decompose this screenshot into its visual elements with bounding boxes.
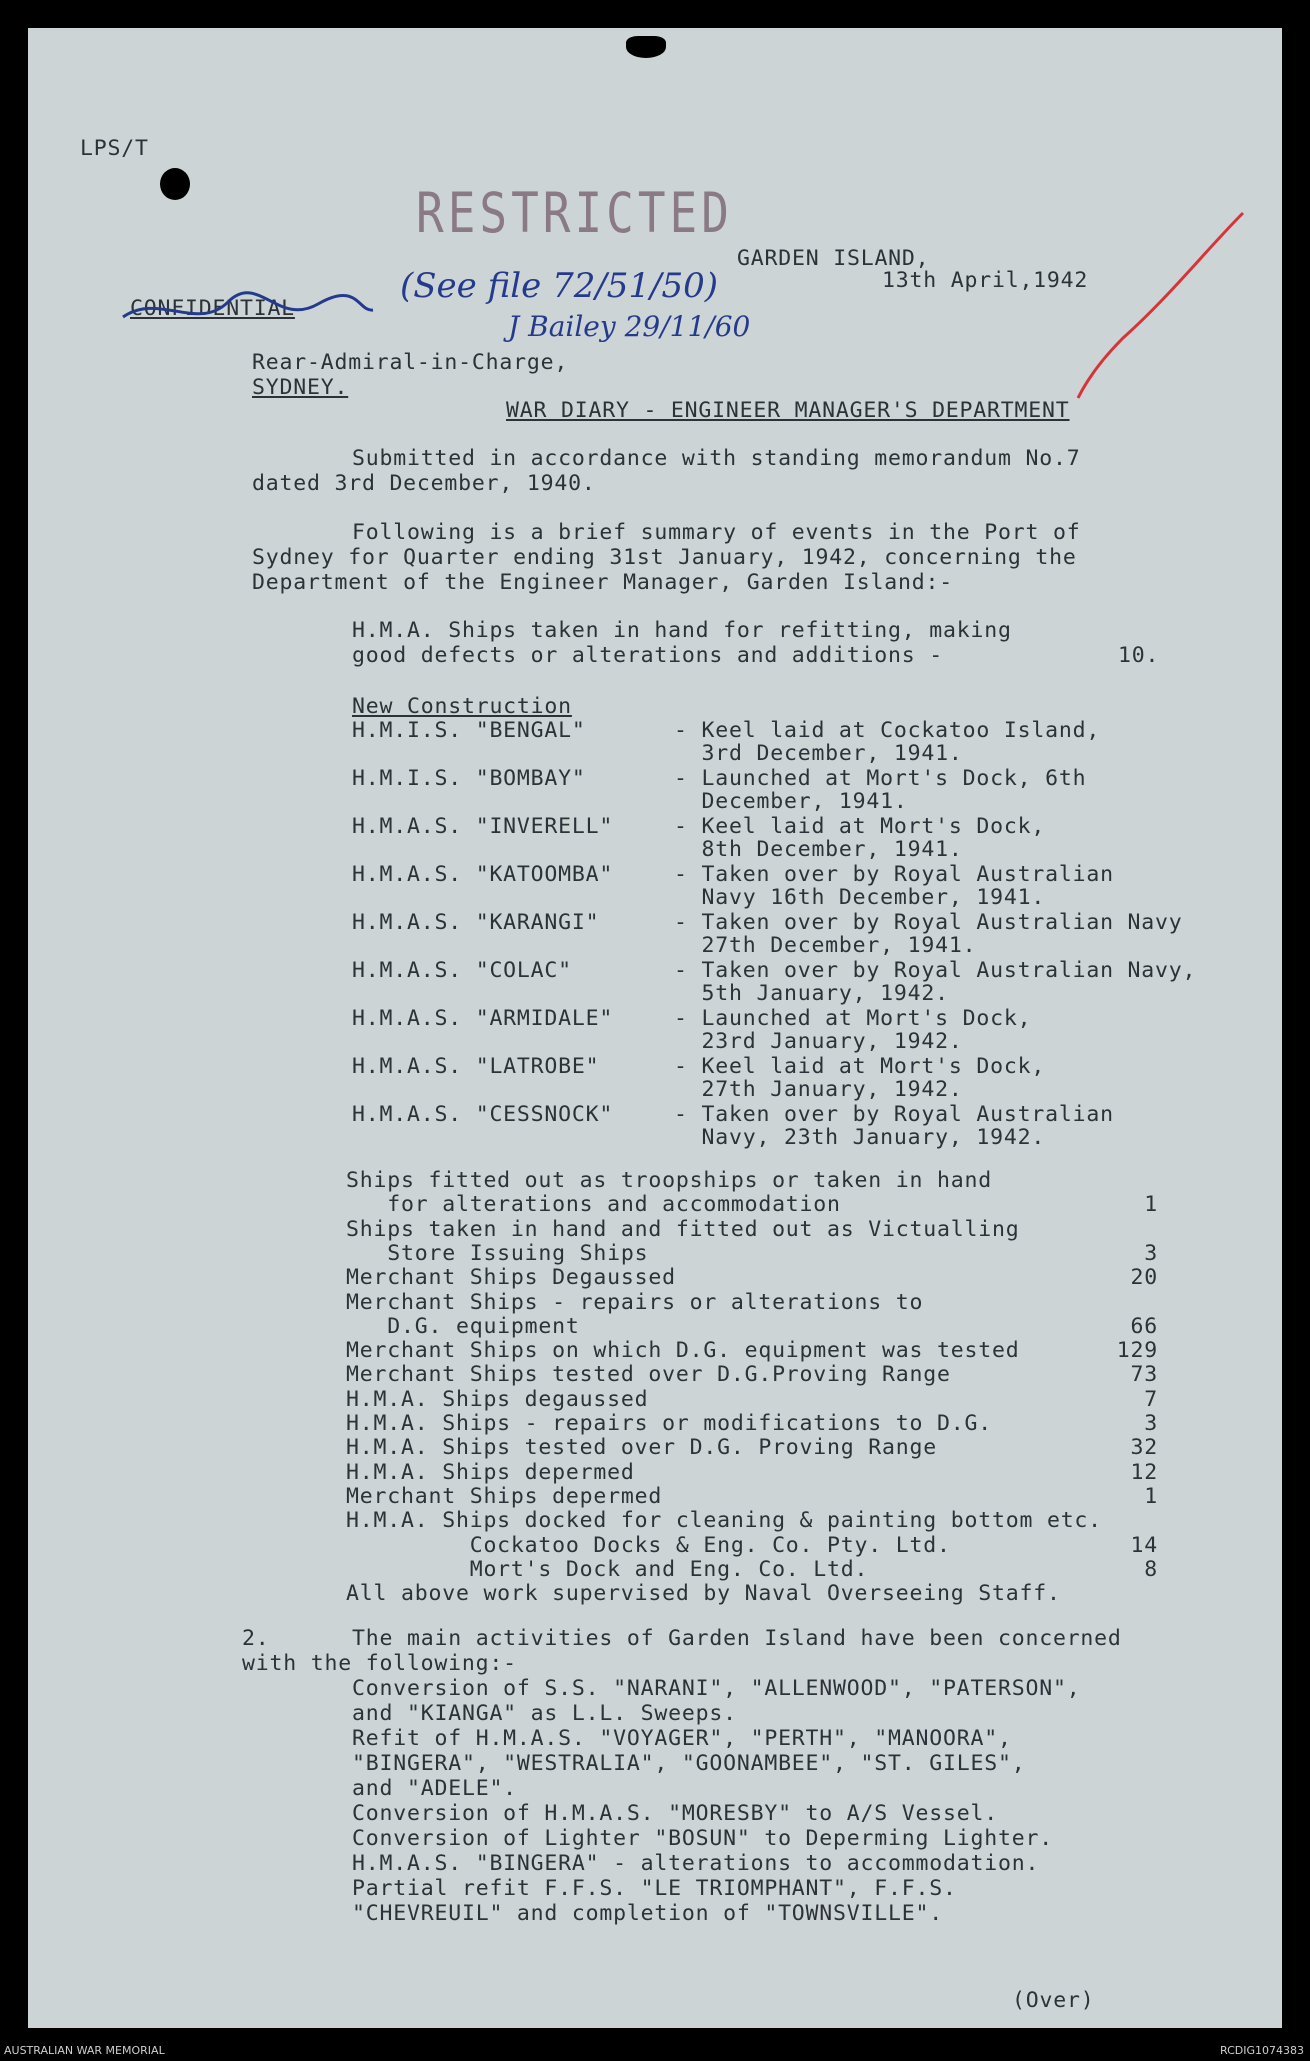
ship-event: - Keel laid at Mort's Dock, (674, 814, 1046, 839)
stat-label: All above work supervised by Naval Overseeing Staff. (346, 1581, 1061, 1607)
ship-event: - Taken over by Royal Australian Navy, (674, 958, 1197, 983)
stat-value: 14 (1130, 1532, 1158, 1558)
ship-name: H.M.I.S. "BOMBAY" (352, 766, 586, 791)
stat-label: H.M.A. Ships degaussed (346, 1386, 649, 1412)
stat-label: H.M.A. Ships depermed (346, 1459, 635, 1485)
activity-line: Conversion of Lighter "BOSUN" to Deperming Lighter. (352, 1826, 1053, 1851)
activity-line: Partial refit F.F.S. "LE TRIOMPHANT", F.F.S. (352, 1876, 957, 1901)
activity-line: "CHEVREUIL" and completion of "TOWNSVILLE". (352, 1901, 943, 1926)
section2-intro-2: with the following:- (242, 1651, 517, 1676)
ship-event-date: 23rd January, 1942. (674, 1029, 963, 1054)
ink-blot (626, 36, 666, 58)
stat-value: 12 (1130, 1459, 1158, 1485)
ship-name: H.M.A.S. "KARANGI" (352, 910, 600, 935)
stat-value: 20 (1130, 1265, 1158, 1291)
stat-label: D.G. equipment (346, 1313, 580, 1339)
stat-value: 32 (1130, 1435, 1158, 1461)
footer-left: AUSTRALIAN WAR MEMORIAL (4, 2044, 165, 2057)
document-page (28, 28, 1282, 2028)
stat-label: Ships taken in hand and fitted out as Victualling (346, 1216, 1020, 1242)
ship-name: H.M.A.S. "COLAC" (352, 958, 572, 983)
stat-value: 1 (1144, 1483, 1158, 1509)
ship-event: - Launched at Mort's Dock, 6th (674, 766, 1087, 791)
stat-label: Cockatoo Docks & Eng. Co. Pty. Ltd. (346, 1532, 951, 1558)
ship-event-date: 8th December, 1941. (674, 837, 963, 862)
ship-event-date: 27th December, 1941. (674, 933, 977, 958)
punch-hole (160, 168, 190, 200)
ship-event-date: 3rd December, 1941. (674, 741, 963, 766)
ship-name: H.M.A.S. "KATOOMBA" (352, 862, 614, 887)
reference-code: LPS/T (80, 136, 149, 161)
handwritten-signature: J Bailey 29/11/60 (508, 310, 751, 343)
stat-label: H.M.A. Ships - repairs or modifications to D.G. (346, 1411, 992, 1436)
stat-label: Merchant Ships tested over D.G.Proving Range (346, 1362, 951, 1388)
stat-label: Merchant Ships depermed (346, 1483, 663, 1509)
addressee-line-1: Rear-Admiral-in-Charge, (252, 350, 569, 375)
stat-label: for alterations and accommodation (346, 1192, 841, 1218)
refit-line-1: H.M.A. Ships taken in hand for refitting, making (352, 618, 1012, 643)
stat-label: H.M.A. Ships docked for cleaning & painting bottom etc. (346, 1508, 1102, 1534)
stat-label: H.M.A. Ships tested over D.G. Proving Range (346, 1435, 937, 1461)
stat-label: Merchant Ships on which D.G. equipment was tested (346, 1338, 1020, 1364)
section2-number: 2. (242, 1626, 270, 1651)
document-title: WAR DIARY - ENGINEER MANAGER'S DEPARTMENT (506, 398, 1070, 423)
confidential-mark: CONFIDENTIAL (130, 296, 295, 321)
ship-event: - Taken over by Royal Australian Navy (674, 910, 1183, 935)
ship-event: - Keel laid at Cockatoo Island, (674, 718, 1101, 743)
para1-line-1: Submitted in accordance with standing memorandum No.7 (352, 446, 1081, 471)
stat-value: 7 (1144, 1386, 1158, 1412)
para2-line-3: Department of the Engineer Manager, Garden Island:- (252, 570, 953, 595)
section2-intro-1: The main activities of Garden Island have been concerned (352, 1626, 1122, 1651)
ship-event-date: Navy, 23th January, 1942. (674, 1125, 1046, 1150)
ship-event: - Taken over by Royal Australian (674, 1102, 1114, 1127)
activity-line: Conversion of H.M.A.S. "MORESBY" to A/S Vessel. (352, 1801, 998, 1826)
para1-line-2: dated 3rd December, 1940. (252, 471, 596, 496)
stat-value: 8 (1144, 1556, 1158, 1582)
stat-value: 3 (1144, 1411, 1158, 1436)
stat-value: 129 (1116, 1338, 1158, 1364)
ship-event: - Keel laid at Mort's Dock, (674, 1054, 1046, 1079)
ship-name: H.M.A.S. "INVERELL" (352, 814, 614, 839)
activity-line: Conversion of S.S. "NARANI", "ALLENWOOD", "PATERSON", (352, 1676, 1081, 1701)
stat-label: Merchant Ships Degaussed (346, 1265, 676, 1291)
footer-right: RCDIG1074383 (1219, 2044, 1304, 2057)
ship-event-date: 27th January, 1942. (674, 1077, 963, 1102)
ship-event-date: December, 1941. (674, 789, 908, 814)
ship-name: H.M.I.S. "BENGAL" (352, 718, 586, 743)
stat-value: 3 (1144, 1240, 1158, 1266)
restricted-stamp: RESTRICTED (416, 180, 733, 246)
ship-name: H.M.A.S. "CESSNOCK" (352, 1102, 614, 1127)
cancel-scribble (118, 282, 378, 342)
activity-line: and "KIANGA" as L.L. Sweeps. (352, 1701, 737, 1726)
para2-line-2: Sydney for Quarter ending 31st January, 1942, concerning the (252, 545, 1077, 570)
addressee-line-2: SYDNEY. (252, 375, 349, 400)
ship-event: - Launched at Mort's Dock, (674, 1006, 1032, 1031)
date-line: 13th April,1942 (882, 268, 1089, 293)
over-note: (Over) (1012, 1988, 1095, 2013)
para2-line-1: Following is a brief summary of events in the Port of (352, 520, 1081, 545)
ship-name: H.M.A.S. "LATROBE" (352, 1054, 600, 1079)
handwritten-file-note: (See file 72/51/50) (400, 266, 719, 306)
stat-value: 73 (1130, 1362, 1158, 1388)
stat-label: Store Issuing Ships (346, 1240, 649, 1266)
stat-value: 1 (1144, 1192, 1158, 1218)
stat-label: Merchant Ships - repairs or alterations to (346, 1289, 924, 1315)
red-pencil-mark (1068, 208, 1248, 408)
stat-value: 66 (1130, 1313, 1158, 1339)
ship-event-date: Navy 16th December, 1941. (674, 885, 1046, 910)
ship-name: H.M.A.S. "ARMIDALE" (352, 1006, 614, 1031)
new-construction-heading: New Construction (352, 694, 572, 719)
activity-line: H.M.A.S. "BINGERA" - alterations to accommodation. (352, 1851, 1040, 1876)
activity-line: "BINGERA", "WESTRALIA", "GOONAMBEE", "ST. GILES", (352, 1751, 1026, 1776)
activity-line: Refit of H.M.A.S. "VOYAGER", "PERTH", "MANOORA", (352, 1726, 1012, 1751)
ship-event-date: 5th January, 1942. (674, 981, 949, 1006)
ship-event: - Taken over by Royal Australian (674, 862, 1114, 887)
refit-value: 10. (1118, 643, 1160, 668)
activity-line: and "ADELE". (352, 1776, 517, 1801)
refit-line-2: good defects or alterations and additions - (352, 643, 943, 668)
stat-label: Mort's Dock and Eng. Co. Ltd. (346, 1556, 869, 1582)
stat-label: Ships fitted out as troopships or taken in hand (346, 1168, 992, 1193)
place-line: GARDEN ISLAND, (737, 246, 930, 271)
